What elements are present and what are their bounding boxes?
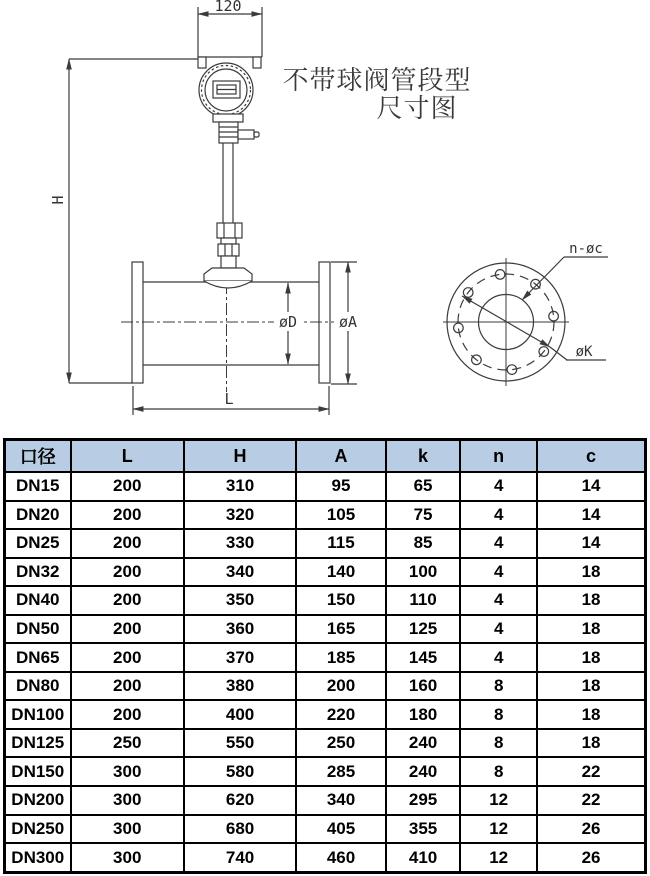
cell: 8 [460, 729, 537, 758]
dimension-table-area [3, 438, 647, 874]
cell: 4 [460, 615, 537, 644]
cell: 180 [386, 700, 460, 729]
cell: 240 [386, 757, 460, 786]
cell: 14 [537, 472, 645, 501]
cell: 18 [537, 672, 645, 701]
cell: 140 [296, 558, 386, 587]
cell: 410 [386, 843, 460, 872]
cell: 740 [184, 843, 296, 872]
cell: 160 [386, 672, 460, 701]
table-row [5, 672, 646, 701]
cell: 200 [71, 501, 184, 530]
cell: 18 [537, 558, 645, 587]
cell: 18 [537, 615, 645, 644]
cell: 150 [296, 586, 386, 615]
cell: 680 [184, 815, 296, 844]
cell: 4 [460, 501, 537, 530]
cell: 300 [71, 757, 184, 786]
row-label: DN125 [5, 729, 71, 758]
cell: 200 [71, 700, 184, 729]
table-row [5, 643, 646, 672]
process-connection [204, 223, 252, 288]
cell: 460 [296, 843, 386, 872]
cell: 405 [296, 815, 386, 844]
cell: 12 [460, 843, 537, 872]
cell: 380 [184, 672, 296, 701]
cell: 400 [184, 700, 296, 729]
row-label: DN200 [5, 786, 71, 815]
table-row [5, 700, 646, 729]
row-label: DN250 [5, 815, 71, 844]
table-row [5, 843, 646, 872]
cell: 240 [386, 729, 460, 758]
cell: 95 [296, 472, 386, 501]
cell: 330 [184, 529, 296, 558]
cell: 200 [296, 672, 386, 701]
cell: 75 [386, 501, 460, 530]
column-header-n: n [460, 440, 537, 473]
column-header-k: k [386, 440, 460, 473]
cell: 165 [296, 615, 386, 644]
cell: 22 [537, 757, 645, 786]
cell: 4 [460, 472, 537, 501]
column-header-l: L [71, 440, 184, 473]
row-label: DN15 [5, 472, 71, 501]
cell: 4 [460, 558, 537, 587]
cell: 26 [537, 843, 645, 872]
cell: 220 [296, 700, 386, 729]
table-row [5, 757, 646, 786]
row-label: DN40 [5, 586, 71, 615]
transmitter-head [198, 57, 262, 117]
cell: 200 [71, 558, 184, 587]
cell: 8 [460, 700, 537, 729]
table-row [5, 501, 646, 530]
cell: 580 [184, 757, 296, 786]
cell: 115 [296, 529, 386, 558]
cell: 200 [71, 586, 184, 615]
cell: 200 [71, 672, 184, 701]
cell: 18 [537, 700, 645, 729]
cell: 12 [460, 786, 537, 815]
cell: 4 [460, 586, 537, 615]
cell: 200 [71, 615, 184, 644]
table-row [5, 558, 646, 587]
cell: 355 [386, 815, 460, 844]
cell: 18 [537, 586, 645, 615]
column-header-c: c [537, 440, 645, 473]
cell: 65 [386, 472, 460, 501]
table-row [5, 472, 646, 501]
cell: 4 [460, 643, 537, 672]
cell: 185 [296, 643, 386, 672]
table-row [5, 586, 646, 615]
cell: 340 [296, 786, 386, 815]
cell: 8 [460, 672, 537, 701]
cell: 250 [296, 729, 386, 758]
row-label: DN65 [5, 643, 71, 672]
cell: 370 [184, 643, 296, 672]
cell: 250 [71, 729, 184, 758]
cell: 105 [296, 501, 386, 530]
cell: 18 [537, 643, 645, 672]
bolt-holes-label: n-øc [569, 241, 603, 257]
cell: 360 [184, 615, 296, 644]
cell: 26 [537, 815, 645, 844]
cell: 12 [460, 815, 537, 844]
row-label: DN300 [5, 843, 71, 872]
table-row [5, 615, 646, 644]
row-label: DN32 [5, 558, 71, 587]
cell: 300 [71, 786, 184, 815]
cell: 110 [386, 586, 460, 615]
column-header-diameter: 口径 [5, 440, 71, 473]
row-label: DN50 [5, 615, 71, 644]
cell: 14 [537, 529, 645, 558]
row-label: DN25 [5, 529, 71, 558]
row-label: DN150 [5, 757, 71, 786]
dim-H-label: H [49, 195, 67, 205]
cell: 200 [71, 529, 184, 558]
cell: 350 [184, 586, 296, 615]
table-row [5, 529, 646, 558]
cell: 14 [537, 501, 645, 530]
column-header-a: A [296, 440, 386, 473]
cell: 200 [71, 472, 184, 501]
table-row [5, 729, 646, 758]
cell: 8 [460, 757, 537, 786]
cell: 145 [386, 643, 460, 672]
cell: 320 [184, 501, 296, 530]
dim-D-label: øD [278, 313, 298, 331]
cell: 200 [71, 643, 184, 672]
row-label: DN20 [5, 501, 71, 530]
dimension-table [3, 438, 647, 874]
cell: 18 [537, 729, 645, 758]
dim-A-label: øA [338, 313, 358, 331]
cell: 285 [296, 757, 386, 786]
flange-end-view [443, 257, 608, 386]
cell: 295 [386, 786, 460, 815]
table-header-row [5, 440, 646, 473]
row-label: DN80 [5, 672, 71, 701]
cell: 4 [460, 529, 537, 558]
row-label: DN100 [5, 700, 71, 729]
cell: 100 [386, 558, 460, 587]
cell: 310 [184, 472, 296, 501]
dim-120-label: 120 [214, 0, 242, 15]
cell: 125 [386, 615, 460, 644]
cell: 550 [184, 729, 296, 758]
cell: 22 [537, 786, 645, 815]
cell: 620 [184, 786, 296, 815]
transmitter-neck [213, 114, 259, 143]
drawing-title-line1: 不带球阀管段型 [282, 65, 472, 95]
table-row [5, 815, 646, 844]
mounting-boss [204, 268, 252, 281]
bolt-circle-label: øK [575, 344, 593, 360]
sensor-stem [223, 143, 233, 223]
column-header-h: H [184, 440, 296, 473]
drawing-title-line2: 尺寸图 [376, 93, 458, 123]
cable-gland [238, 130, 254, 139]
cell: 300 [71, 815, 184, 844]
cell: 340 [184, 558, 296, 587]
cell: 85 [386, 529, 460, 558]
dim-L-label: L [224, 390, 234, 408]
cell: 300 [71, 843, 184, 872]
table-row [5, 786, 646, 815]
